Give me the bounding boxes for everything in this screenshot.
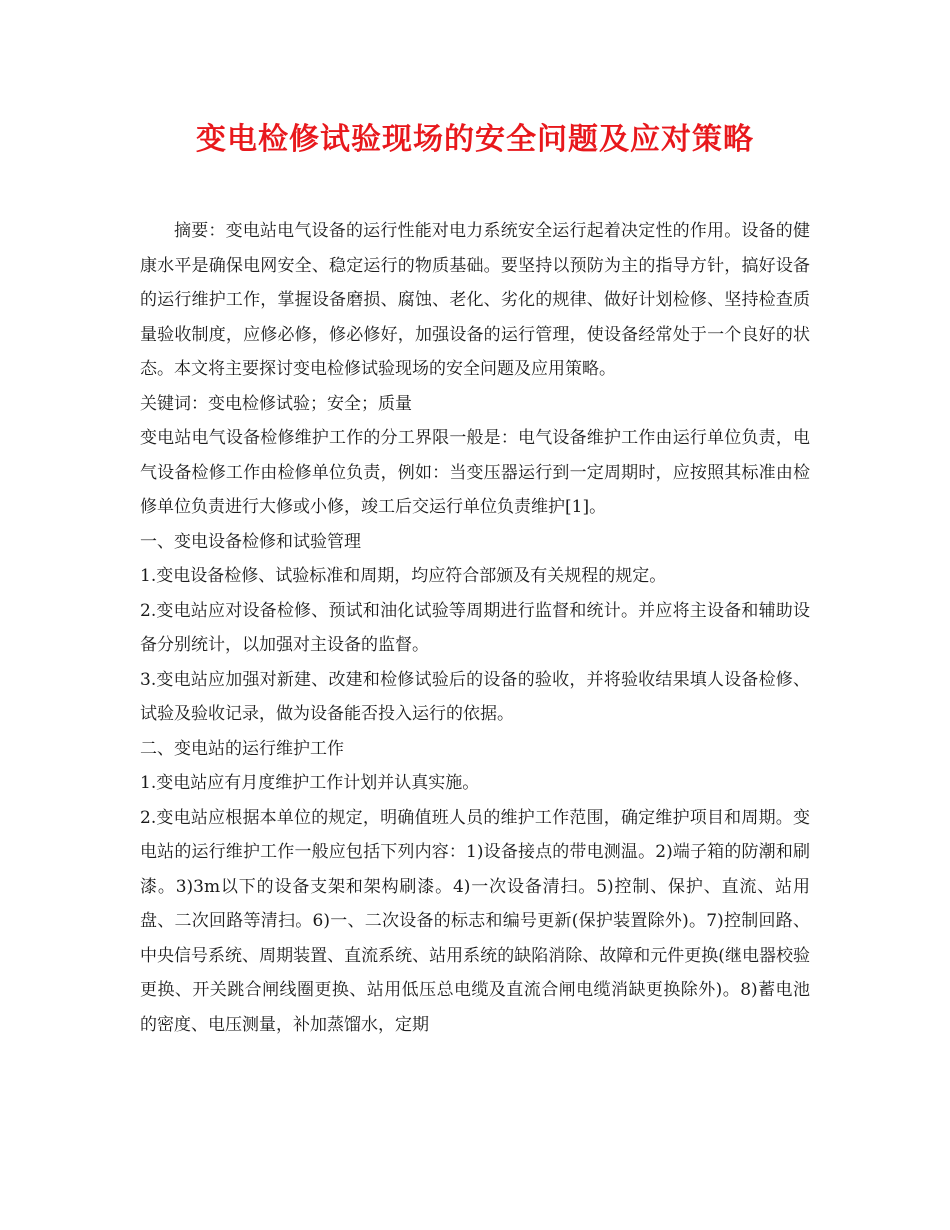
section-heading: 二、变电站的运行维护工作 <box>140 738 344 759</box>
list-item: 2.变电站应根据本单位的规定，明确值班人员的维护工作范围，确定维护项目和周期。变电站的运行维护工作一般应包括下列内容：1)设备接点的带电测温。2)端子箱的防潮和刷漆。3)3m以下的设备支架和架构刷漆。4)一次设备清扫。5)控制、保护、直流、站用盘、二次回路等清扫。6)一、二次设备的标志和编号更新(保护装置除外)。7)控制回路、中央信号系统、周期装置、直流系统、站用系统的缺陷消除、故障和元件更换(继电器校验更换、开关跳合闸线圈更换、站用低压总电缆及直流合闸电缆消缺更换除外)。8)蓄电池的密度、电压测量，补加蒸馏水，定期 <box>140 807 810 1035</box>
section-heading: 一、变电设备检修和试验管理 <box>140 531 361 552</box>
list-item: 3.变电站应加强对新建、改建和检修试验后的设备的验收，并将验收结果填人设备检修、试验及验收记录，做为设备能否投入运行的依据。 <box>140 669 810 724</box>
abstract-paragraph: 摘要：变电站电气设备的运行性能对电力系统安全运行起着决定性的作用。设备的健康水平是确保电网安全、稳定运行的物质基础。要坚持以预防为主的指导方针，搞好设备的运行维护工作，掌握设备磨损、腐蚀、老化、劣化的规律、做好计划检修、坚持检查质量验收制度，应修必修，修必修好，加强设备的运行管理，使设备经常处于一个良好的状态。本文将主要探讨变电检修试验现场的安全问题及应用策略。 <box>140 221 810 379</box>
keywords-paragraph: 关键词：变电检修试验；安全；质量 <box>140 393 412 414</box>
document-title: 变电检修试验现场的安全问题及应对策略 <box>196 122 754 157</box>
body-paragraph: 变电站电气设备检修维护工作的分工界限一般是：电气设备维护工作由运行单位负责，电气设备检修工作由检修单位负责，例如：当变压器运行到一定周期时，应按照其标准由检修单位负责进行大修或小修，竣工后交运行单位负责维护[1]。 <box>140 428 810 517</box>
list-item: 1.变电设备检修、试验标准和周期，均应符合部颁及有关规程的规定。 <box>140 566 667 586</box>
document-body <box>140 214 810 1042</box>
list-item: 1.变电站应有月度维护工作计划并认真实施。 <box>140 773 480 793</box>
list-item: 2.变电站应对设备检修、预试和油化试验等周期进行监督和统计。并应将主设备和辅助设备分别统计，以加强对主设备的监督。 <box>140 600 810 655</box>
